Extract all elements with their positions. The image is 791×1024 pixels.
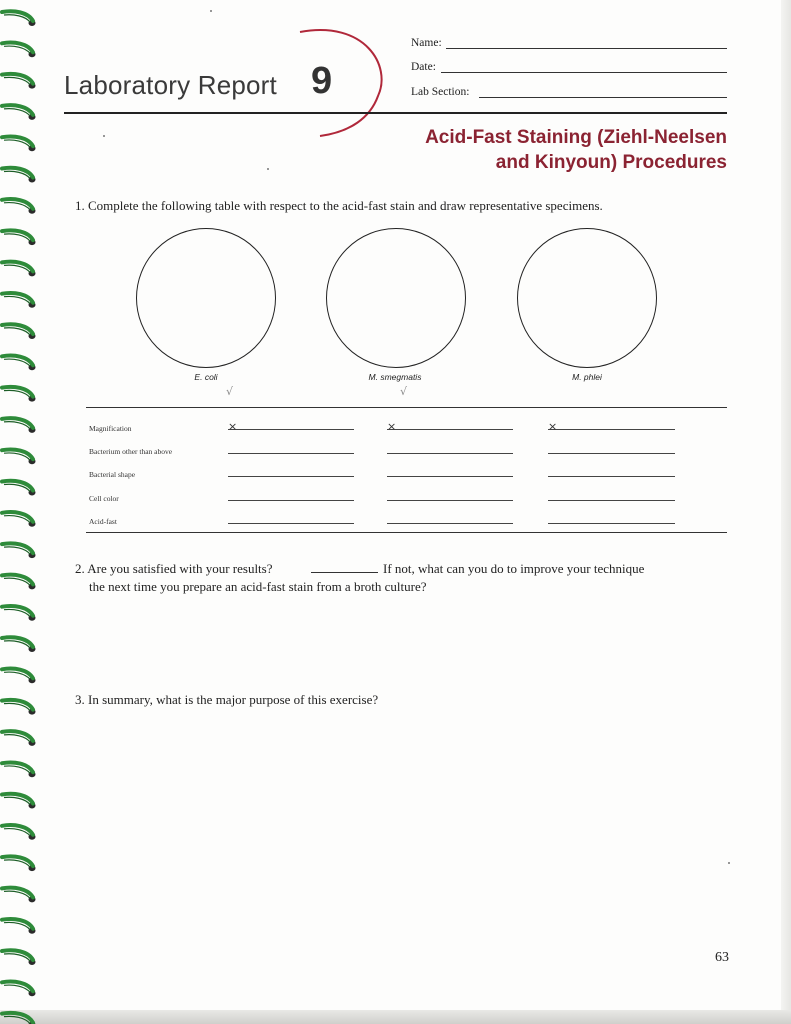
spiral-coil xyxy=(2,199,36,214)
lab-report-title: Laboratory Report xyxy=(64,70,277,100)
table-top-rule xyxy=(86,407,727,408)
paper-speck xyxy=(267,168,269,170)
spiral-coil xyxy=(2,982,36,997)
magnification-x-mark: × xyxy=(228,420,238,433)
spiral-coil xyxy=(2,762,36,777)
check-mark-icon: √ xyxy=(400,385,408,398)
row-label-cell-color: Cell color xyxy=(89,494,119,503)
header-rule xyxy=(64,112,727,114)
spiral-coil xyxy=(2,825,36,840)
paper-speck xyxy=(728,862,730,864)
spiral-coil xyxy=(2,575,36,590)
question-3: 3. In summary, what is the major purpose of this exercise? xyxy=(75,692,379,707)
date-label: Date: xyxy=(411,61,436,73)
spiral-coil xyxy=(2,356,36,371)
name-label: Name: xyxy=(411,37,442,49)
spiral-coil xyxy=(2,856,36,871)
answer-field-bacterial-shape-col-2[interactable] xyxy=(387,476,513,477)
spiral-coil xyxy=(2,74,36,89)
spiral-coil xyxy=(2,1013,36,1024)
spiral-coil xyxy=(2,136,36,151)
answer-field-acid-fast-col-2[interactable] xyxy=(387,523,513,524)
answer-field-cell-color-col-2[interactable] xyxy=(387,500,513,501)
page-edge-shadow xyxy=(781,0,791,1010)
question-2-line-2: the next time you prepare an acid-fast stain from a broth culture? xyxy=(89,579,427,594)
spiral-coil xyxy=(2,262,36,277)
question-1: 1. Complete the following table with respect to the acid-fast stain and draw representative specimens. xyxy=(75,198,603,213)
spiral-coil xyxy=(2,168,36,183)
decorative-arc xyxy=(280,26,390,141)
magnification-x-mark: × xyxy=(387,420,397,433)
drawing-circle-e-coli[interactable] xyxy=(136,228,276,368)
spiral-coil xyxy=(2,669,36,684)
spiral-coil xyxy=(2,606,36,621)
organism-label-m-phlei: M. phlei xyxy=(572,372,602,382)
spiral-coil xyxy=(2,418,36,433)
exercise-subtitle xyxy=(425,125,727,175)
spiral-coil xyxy=(2,105,36,120)
lab-section-field[interactable] xyxy=(479,97,727,98)
drawing-circle-m-phlei[interactable] xyxy=(517,228,657,368)
row-label-magnification: Magnification xyxy=(89,424,132,433)
spiral-coil xyxy=(2,919,36,934)
answer-field-bacterium-other-col-2[interactable] xyxy=(387,453,513,454)
answer-field-cell-color-col-3[interactable] xyxy=(548,500,675,501)
spiral-coil xyxy=(2,293,36,308)
answer-field-bacterial-shape-col-3[interactable] xyxy=(548,476,675,477)
table-bottom-rule xyxy=(86,532,727,533)
row-label-bacterial-shape: Bacterial shape xyxy=(89,470,136,479)
spiral-coil xyxy=(2,11,36,26)
name-field[interactable] xyxy=(446,48,727,49)
spiral-coil xyxy=(2,324,36,339)
subtitle-line-1: Acid-Fast Staining (Ziehl-Neelsen xyxy=(425,127,727,148)
spiral-binding xyxy=(0,0,42,1024)
drawing-circle-m-smegmatis[interactable] xyxy=(326,228,466,368)
answer-field-magnification-col-2[interactable] xyxy=(387,429,513,430)
answer-field-magnification-col-1[interactable] xyxy=(228,429,354,430)
lab-report-number: 9 xyxy=(311,60,333,102)
spiral-coil xyxy=(2,794,36,809)
spiral-coil xyxy=(2,43,36,58)
answer-field-magnification-col-3[interactable] xyxy=(548,429,675,430)
lab-section-label: Lab Section: xyxy=(411,86,470,98)
organism-label-e-coli: E. coli xyxy=(194,372,218,382)
spiral-coil xyxy=(2,449,36,464)
organism-label-m-smegmatis: M. smegmatis xyxy=(368,372,422,382)
spiral-coil xyxy=(2,700,36,715)
question-2-part-2: If not, what can you do to improve your technique xyxy=(383,561,645,576)
spiral-coil xyxy=(2,543,36,558)
answer-field-cell-color-col-1[interactable] xyxy=(228,500,354,501)
answer-field-acid-fast-col-3[interactable] xyxy=(548,523,675,524)
spiral-coil xyxy=(2,387,36,402)
satisfied-answer-field[interactable] xyxy=(311,572,378,573)
question-2-part-1: 2. Are you satisfied with your results? xyxy=(75,561,273,576)
paper-speck xyxy=(210,10,212,12)
spiral-coil xyxy=(2,888,36,903)
subtitle-line-2: and Kinyoun) Procedures xyxy=(495,152,727,173)
spiral-coil xyxy=(2,950,36,965)
spiral-coil xyxy=(2,731,36,746)
check-mark-icon: √ xyxy=(226,385,234,398)
paper-speck xyxy=(103,135,105,137)
answer-field-bacterium-other-col-1[interactable] xyxy=(228,453,354,454)
date-field[interactable] xyxy=(441,72,727,73)
answer-field-bacterial-shape-col-1[interactable] xyxy=(228,476,354,477)
row-label-acid-fast: Acid-fast xyxy=(89,517,117,526)
spiral-coil xyxy=(2,637,36,652)
row-label-bacterium-other: Bacterium other than above xyxy=(89,447,173,456)
page-bottom-edge xyxy=(0,1010,791,1024)
answer-field-bacterium-other-col-3[interactable] xyxy=(548,453,675,454)
page-number: 63 xyxy=(715,950,729,965)
answer-field-acid-fast-col-1[interactable] xyxy=(228,523,354,524)
spiral-coil xyxy=(2,512,36,527)
spiral-coil xyxy=(2,481,36,496)
spiral-coil xyxy=(2,230,36,245)
magnification-x-mark: × xyxy=(548,420,558,433)
